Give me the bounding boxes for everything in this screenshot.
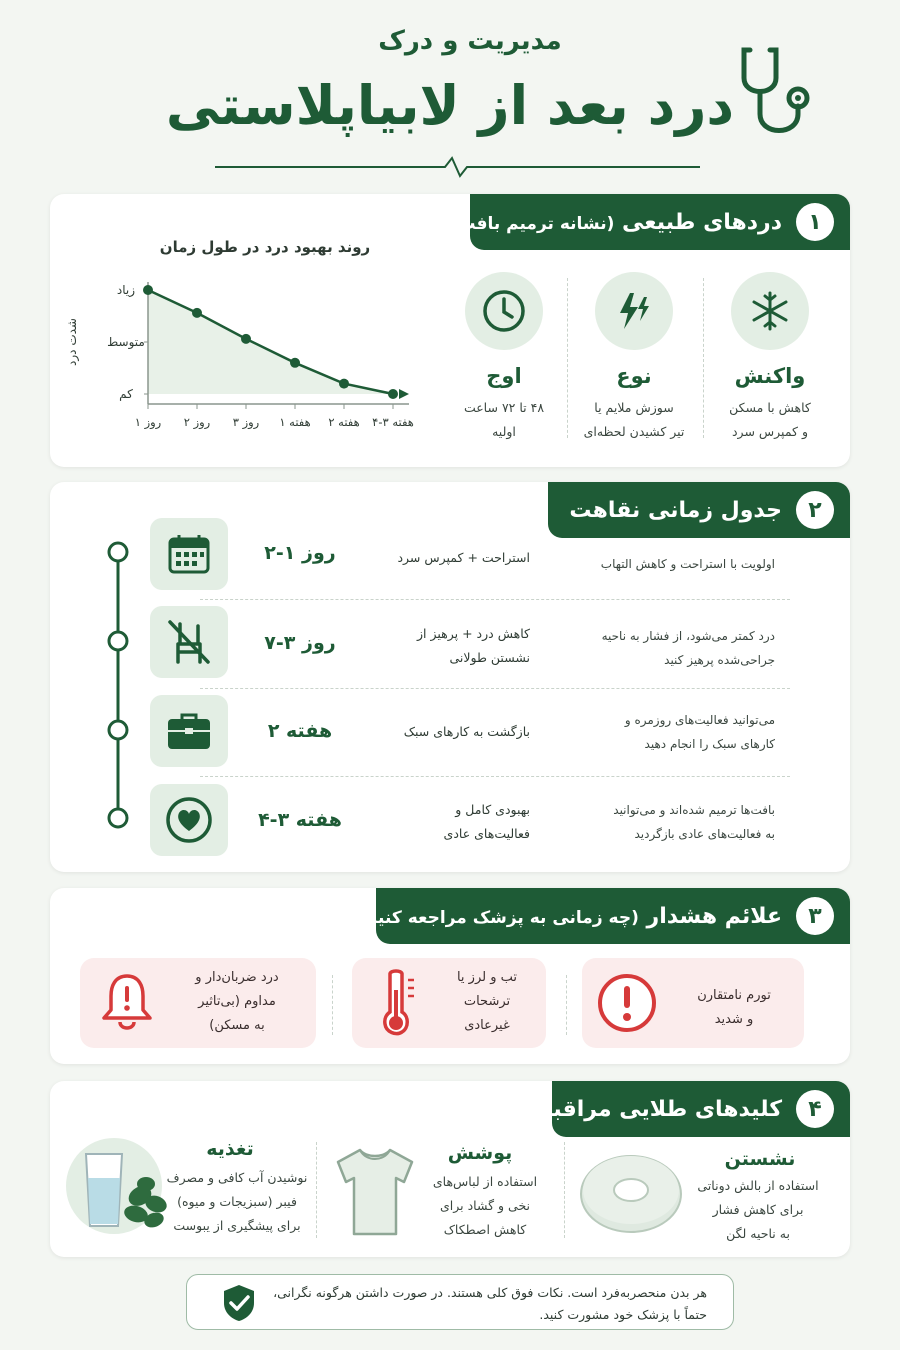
key-line: برای کاهش فشار bbox=[712, 1202, 804, 1217]
clock-icon bbox=[481, 288, 527, 334]
feature-desc: تیر کشیدن لحظه‌ای bbox=[583, 424, 685, 439]
snowflake-icon bbox=[748, 289, 792, 333]
warning-line: درد ضربان‌دار و bbox=[195, 970, 279, 985]
feature-reaction bbox=[710, 272, 830, 444]
desc-line: به فعالیت‌های عادی بازگردید bbox=[634, 827, 775, 841]
thermometer-icon bbox=[376, 966, 420, 1038]
divider bbox=[567, 278, 568, 438]
key-line: کاهش اصطکاک bbox=[443, 1222, 527, 1237]
data-point bbox=[192, 308, 202, 318]
key-description bbox=[690, 1174, 826, 1246]
feature-desc: سوزش ملایم یا bbox=[594, 400, 674, 415]
section-title: دردهای طبیعی bbox=[622, 209, 782, 235]
divider bbox=[200, 599, 790, 600]
timeline-icon bbox=[150, 695, 228, 767]
timeline-description bbox=[575, 798, 775, 846]
x-tick-label: هفته ۲ bbox=[328, 415, 360, 429]
key-title: تغذیه bbox=[206, 1138, 254, 1160]
divider bbox=[316, 1142, 317, 1238]
section-title: علائم هشدار bbox=[646, 903, 782, 929]
disclaimer-box bbox=[186, 1274, 734, 1330]
warning-line: به مسکن) bbox=[209, 1018, 265, 1033]
section-2-header bbox=[548, 482, 850, 538]
section-title-note: (چه زمانی به پزشک مراجعه کنیم؟) bbox=[347, 907, 639, 928]
alarm-bell-icon bbox=[98, 970, 156, 1034]
key-line: نخی و گشاد برای bbox=[439, 1198, 531, 1213]
key-line: استفاده از لباس‌های bbox=[432, 1174, 538, 1189]
key-title: پوشش bbox=[447, 1142, 513, 1164]
action-line: استراحت + کمپرس سرد bbox=[397, 550, 530, 565]
timeline-action bbox=[370, 798, 530, 846]
warning-line: غیرعادی bbox=[464, 1018, 510, 1033]
key-line: برای پیشگیری از یبوست bbox=[173, 1218, 301, 1233]
chart-title: روند بهبود درد در طول زمان bbox=[159, 238, 371, 256]
desc-line: بافت‌ها ترمیم شده‌اند و می‌توانید bbox=[613, 803, 775, 817]
data-point bbox=[241, 334, 251, 344]
pain-chart bbox=[60, 270, 430, 450]
y-axis-label: شدت درد bbox=[65, 318, 79, 366]
desc-line: جراحی‌شده پرهیز کنید bbox=[664, 653, 775, 667]
data-point bbox=[339, 379, 349, 389]
feature-desc: و کمپرس سرد bbox=[731, 424, 809, 439]
timeline-time: هفته ۲ bbox=[267, 720, 333, 742]
no-sitting-icon bbox=[166, 618, 212, 666]
timeline-action bbox=[370, 720, 530, 744]
tshirt-icon bbox=[330, 1144, 420, 1240]
heart-icon bbox=[164, 795, 214, 845]
section-4-header bbox=[530, 1081, 850, 1137]
feature-desc: اولیه bbox=[492, 424, 516, 439]
timeline-action bbox=[370, 546, 530, 570]
action-line: بازگشت به کارهای سبک bbox=[403, 724, 530, 739]
header-divider bbox=[0, 150, 900, 180]
warning-line: مداوم (بی‌تاثیر bbox=[198, 994, 276, 1009]
warning-line: ترشحات bbox=[463, 994, 511, 1009]
water-glass-icon bbox=[78, 1148, 172, 1232]
section-number: ۱ bbox=[796, 203, 834, 241]
section-number: ۲ bbox=[796, 491, 834, 529]
warning-text bbox=[670, 984, 798, 1032]
action-line: بهبودی کامل و bbox=[455, 802, 530, 817]
data-point bbox=[143, 285, 153, 295]
timeline-time: روز ۳-۷ bbox=[264, 632, 336, 654]
warning-text bbox=[432, 966, 542, 1038]
x-tick-label: هفته ۳-۴ bbox=[372, 415, 414, 429]
y-tick-label: زیاد bbox=[116, 283, 136, 297]
section-3-header bbox=[347, 888, 850, 944]
y-tick-label: کم bbox=[119, 387, 133, 401]
timeline-icon bbox=[150, 784, 228, 856]
calendar-icon bbox=[167, 533, 211, 575]
divider bbox=[200, 776, 790, 777]
stethoscope-icon bbox=[732, 44, 822, 144]
warning-line: و شدید bbox=[714, 1012, 754, 1027]
desc-line: کارهای سبک را انجام دهید bbox=[644, 737, 775, 751]
desc-line: می‌توانید فعالیت‌های روزمره و bbox=[624, 713, 775, 727]
divider bbox=[566, 975, 567, 1035]
divider bbox=[703, 278, 704, 438]
feature-desc: کاهش با مسکن bbox=[729, 400, 811, 415]
timeline-description bbox=[575, 624, 775, 672]
timeline-description bbox=[575, 708, 775, 756]
timeline-time: هفته ۳-۴ bbox=[258, 809, 342, 831]
section-1-header bbox=[450, 194, 850, 250]
section-title: کلیدهای طلایی مراقبت bbox=[530, 1096, 782, 1122]
timeline-description bbox=[575, 552, 775, 576]
desc-line: درد کمتر می‌شود، از فشار به ناحیه bbox=[601, 629, 775, 643]
feature-type bbox=[574, 272, 694, 444]
action-line: نشستن طولانی bbox=[449, 650, 530, 665]
warning-line: تورم نامتقارن bbox=[697, 988, 771, 1003]
section-title: جدول زمانی نقاهت bbox=[569, 497, 782, 523]
divider bbox=[200, 688, 790, 689]
timeline-icon bbox=[150, 606, 228, 678]
timeline-line bbox=[100, 540, 140, 840]
disclaimer-line: حتماً با پزشک خود مشورت کنید. bbox=[539, 1307, 707, 1322]
data-point bbox=[290, 358, 300, 368]
header-subtitle: مدیریت و درک bbox=[378, 26, 562, 56]
timeline-action bbox=[370, 622, 530, 670]
data-point bbox=[388, 389, 398, 399]
x-tick-label: روز ۲ bbox=[183, 415, 211, 429]
key-line: نوشیدن آب کافی و مصرف bbox=[166, 1170, 308, 1185]
warning-line: تب و لرز یا bbox=[456, 970, 518, 985]
section-number: ۴ bbox=[796, 1090, 834, 1128]
divider bbox=[564, 1142, 565, 1238]
y-tick-label: متوسط bbox=[107, 335, 145, 349]
feature-peak bbox=[444, 272, 564, 444]
lightning-icon bbox=[612, 289, 656, 333]
feature-title: نوع bbox=[616, 364, 652, 388]
key-line: به ناحیه لگن bbox=[726, 1226, 790, 1241]
page-title: درد بعد از لابیاپلاستی bbox=[165, 74, 735, 137]
warning-text bbox=[172, 966, 302, 1038]
x-tick-label: روز ۱ bbox=[134, 415, 162, 429]
shield-check-icon bbox=[221, 1283, 257, 1323]
timeline-time: روز ۱-۲ bbox=[264, 542, 336, 564]
section-title-note: (نشانه ترمیم بافت) bbox=[450, 213, 615, 234]
donut-cushion-icon bbox=[578, 1148, 684, 1238]
key-line: استفاده از بالش دوناتی bbox=[697, 1178, 819, 1193]
chart-area bbox=[148, 290, 393, 394]
x-tick-label: روز ۳ bbox=[232, 415, 260, 429]
key-line: فیبر (سبزیجات و میوه) bbox=[177, 1194, 297, 1209]
timeline-icon bbox=[150, 518, 228, 590]
feature-title: واکنش bbox=[734, 364, 806, 388]
exclamation-icon bbox=[596, 972, 658, 1034]
key-title: نشستن bbox=[724, 1148, 796, 1170]
section-number: ۳ bbox=[796, 897, 834, 935]
desc-line: اولویت با استراحت و کاهش التهاب bbox=[600, 557, 775, 571]
briefcase-icon bbox=[166, 711, 212, 751]
series-arrow bbox=[399, 389, 409, 399]
x-tick-label: هفته ۱ bbox=[279, 415, 311, 429]
disclaimer-line: هر بدن منحصربه‌فرد است. نکات فوق کلی هستند. در صورت داشتن هرگونه نگرانی، bbox=[273, 1285, 707, 1300]
feature-title: اوج bbox=[486, 364, 522, 388]
key-description bbox=[420, 1170, 550, 1242]
feature-desc: ۴۸ تا ۷۲ ساعت bbox=[463, 400, 545, 415]
key-description bbox=[166, 1166, 308, 1238]
action-line: کاهش درد + پرهیز از bbox=[417, 626, 530, 641]
action-line: فعالیت‌های عادی bbox=[443, 826, 530, 841]
divider bbox=[332, 975, 333, 1035]
